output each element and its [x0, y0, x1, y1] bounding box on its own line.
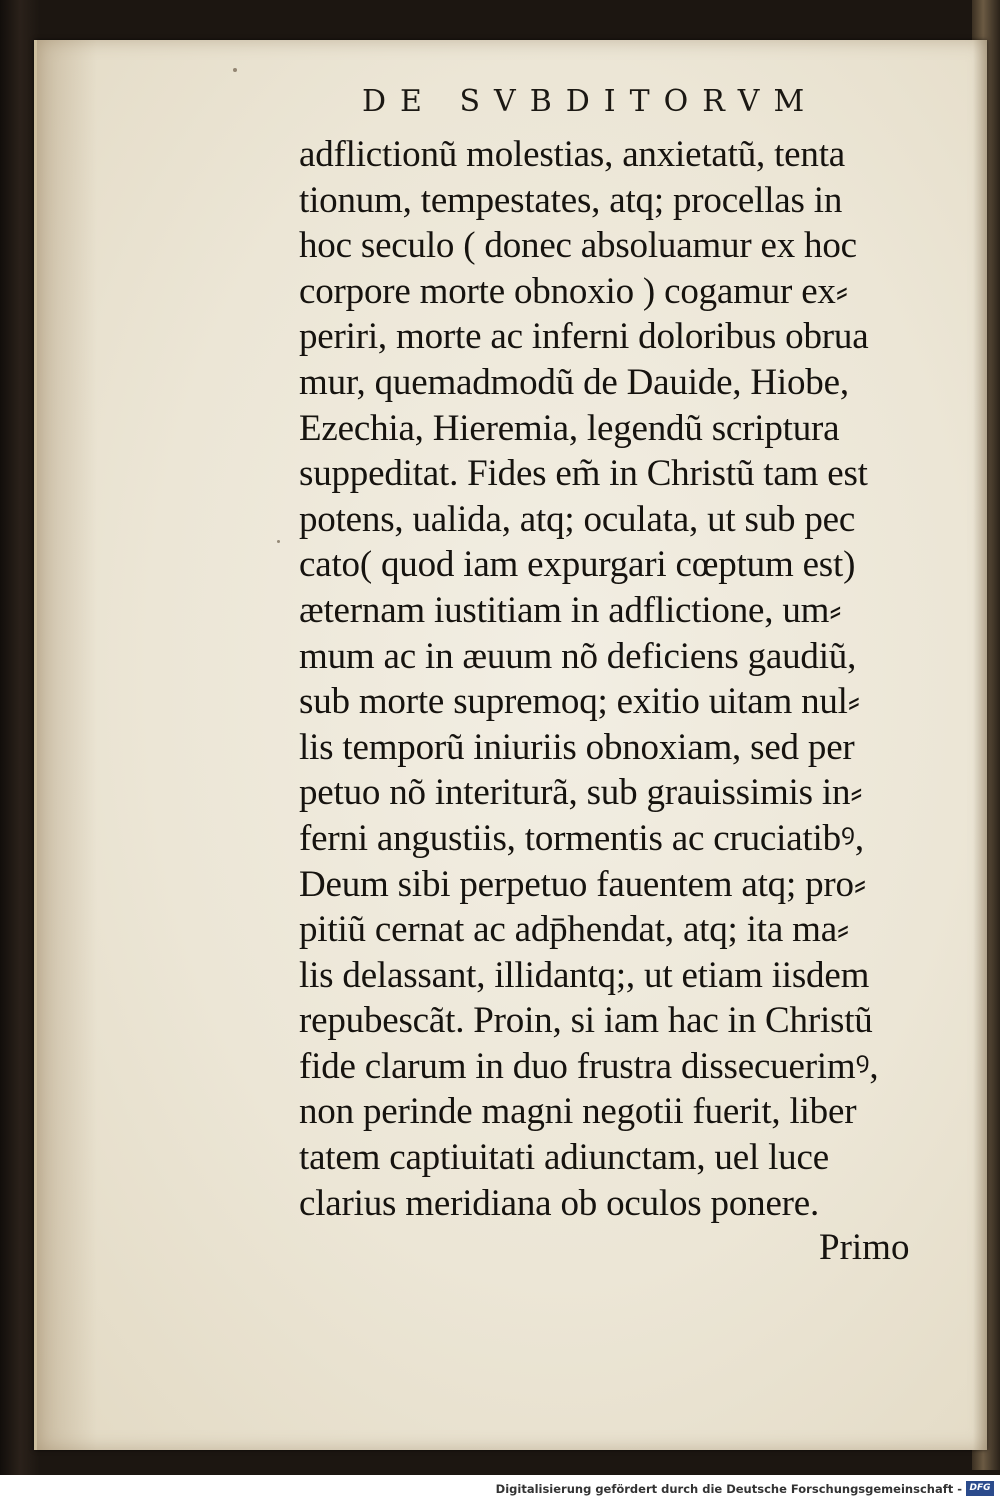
text-line: cato( quod iam expurgari cœptum est): [299, 544, 856, 586]
text-line: repubescãt. Proin, si iam hac in Christũ: [299, 1000, 873, 1042]
text-line: tatem captiuitati adiunctam, uel luce: [299, 1137, 829, 1179]
text-line: hoc seculo ( donec absoluamur ex hoc: [299, 225, 857, 267]
catchword: Primo: [819, 1227, 910, 1268]
text-line: pitiũ cernat ac adp̄hendat, atq; ita ma⸗: [299, 909, 850, 951]
text-line: adflictionũ molestias, anxietatũ, tenta: [299, 134, 846, 175]
text-line: Ezechia, Hieremia, legendũ scriptura: [299, 407, 840, 449]
text-line: clarius meridiana ob oculos ponere.: [299, 1182, 820, 1224]
text-line: suppeditat. Fides em̃ in Christũ tam est: [299, 453, 868, 495]
text-line: mur, quemadmodũ de Dauide, Hiobe,: [299, 361, 849, 403]
text-line: æternam iustitiam in adflictione, um⸗: [299, 589, 842, 631]
text-line: fide clarum in duo frustra dissecuerimꝰ,: [299, 1045, 879, 1087]
gutter-shadow: [37, 40, 97, 1450]
text-line: Deum sibi perpetuo fauentem atq; pro⸗: [299, 863, 866, 905]
text-line: corpore morte obnoxio ) cogamur ex⸗: [299, 270, 848, 312]
paper-speck: [233, 68, 237, 72]
paper-speck: [277, 540, 280, 543]
text-line: lis delassant, illidantq;, ut etiam iisdem: [299, 954, 870, 996]
page-edge-shadow: [973, 40, 987, 1450]
footer-bar: [0, 1475, 1000, 1501]
dfg-logo-icon: DFG: [966, 1481, 994, 1496]
text-line: mum ac in æuum nõ deficiens gaudiũ,: [299, 635, 857, 677]
book-page: [34, 40, 987, 1450]
text-line: petuo nõ interiturã, sub grauissimis in⸗: [299, 772, 863, 814]
text-line: tionum, tempestates, atq; procellas in: [299, 179, 843, 221]
text-line: periri, morte ac inferni doloribus obrua: [299, 316, 869, 358]
body-text: [299, 132, 939, 1226]
text-line: non perinde magni negotii fuerit, liber: [299, 1091, 857, 1133]
text-line: ferni angustiis, tormentis ac cruciatibꝰ,: [299, 817, 864, 859]
text-line: lis temporũ iniuriis obnoxiam, sed per: [299, 726, 855, 768]
funding-credit: Digitalisierung gefördert durch die Deutsche Forschungsgemeinschaft -: [495, 1482, 962, 1496]
text-line: sub morte supremoq; exitio uitam nul⸗: [299, 681, 860, 723]
running-head: DE SVBDITORVM: [362, 84, 819, 119]
text-line: potens, ualida, atq; oculata, ut sub pec: [299, 498, 856, 540]
